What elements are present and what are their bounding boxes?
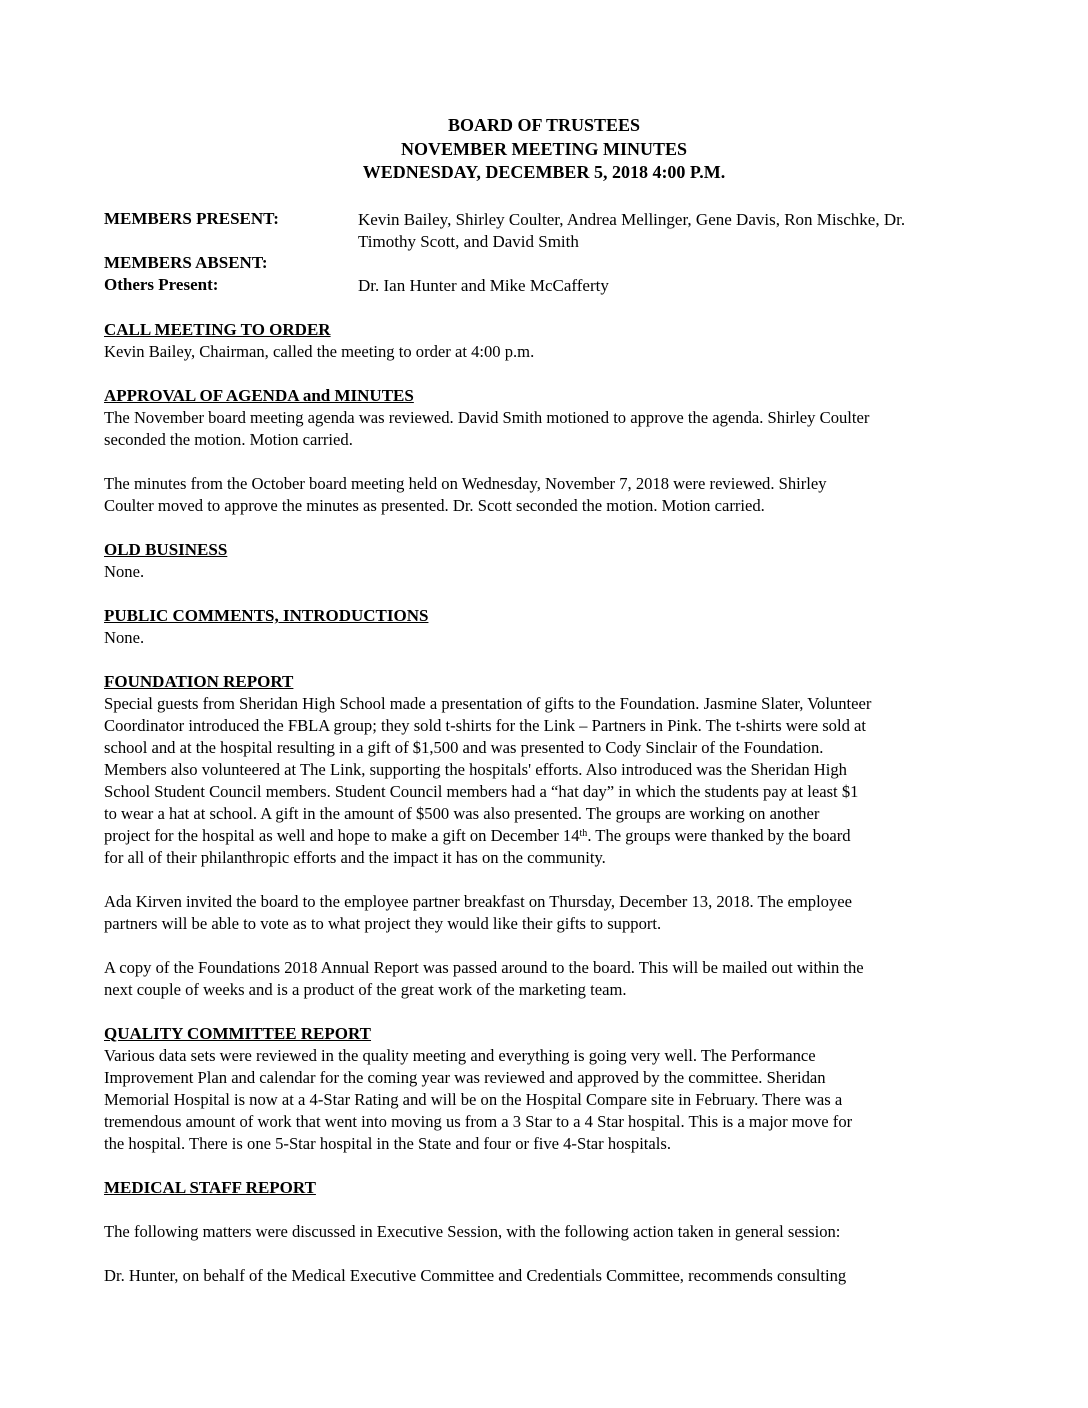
call-to-order-text: Kevin Bailey, Chairman, called the meeting to order at 4:00 p.m. — [104, 342, 535, 361]
text-line: Coordinator introduced the FBLA group; they sold t-shirts for the Link – Partners in Pink. The t-shirts were sold at — [104, 716, 866, 735]
foundation-paragraph-gifts — [104, 693, 994, 869]
text-line: to wear a hat at school. A gift in the amount of $500 was also presented. The groups are working on another — [104, 804, 820, 823]
members-present-line: Timothy Scott, and David Smith — [358, 232, 579, 251]
others-present-value: Dr. Ian Hunter and Mike McCafferty — [358, 276, 609, 295]
text-line: Improvement Plan and calendar for the coming year was reviewed and approved by the committee. Sheridan — [104, 1068, 826, 1087]
text-line: Members also volunteered at The Link, supporting the hospitals' efforts. Also introduced was the Sheridan High — [104, 760, 847, 779]
text-line: the hospital. There is one 5-Star hospital in the State and four or five 4-Star hospitals. — [104, 1134, 671, 1153]
text-line: tremendous amount of work that went into moving us from a 3 Star to a 4 Star hospital. This is a major move for — [104, 1112, 853, 1131]
text-line: The November board meeting agenda was reviewed. David Smith motioned to approve the agenda. Shirley Coulter — [104, 408, 870, 427]
text-line: The minutes from the October board meeting held on Wednesday, November 7, 2018 were reviewed. Shirley — [104, 474, 827, 493]
others-present-label: Others Present: — [104, 275, 219, 294]
text-fragment: . The groups were thanked by the board — [587, 826, 851, 845]
meeting-title: NOVEMBER MEETING MINUTES — [400, 139, 688, 159]
text-line: Memorial Hospital is now at a 4-Star Rating and will be on the Hospital Compare site in February. There was a — [104, 1090, 843, 1109]
old-business-text: None. — [104, 562, 145, 581]
text-fragment: project for the hospital as well and hope to make a gift on December 14 — [104, 826, 580, 845]
text-line: for all of their philanthropic efforts and the impact it has on the community. — [104, 848, 606, 867]
quality-paragraph — [104, 1045, 994, 1155]
public-comments-heading: PUBLIC COMMENTS, INTRODUCTIONS — [104, 606, 429, 625]
quality-heading: QUALITY COMMITTEE REPORT — [104, 1024, 372, 1043]
text-line — [104, 825, 994, 847]
text-line: partners will be able to vote as to what project they would like their gifts to support. — [104, 914, 662, 933]
text-line: School Student Council members. Student Council members had a “hat day” in which the students pay at least $1 — [104, 782, 859, 801]
text-line: school and at the hospital resulting in a gift of $1,500 and was presented to Cody Sinclair of the Foundation. — [104, 738, 824, 757]
ordinal-suffix: th — [579, 828, 588, 839]
approval-paragraph-minutes — [104, 473, 994, 517]
members-present-line: Kevin Bailey, Shirley Coulter, Andrea Mellinger, Gene Davis, Ron Mischke, Dr. — [358, 210, 906, 229]
public-comments-text: None. — [104, 628, 145, 647]
members-absent-label: MEMBERS ABSENT: — [104, 253, 268, 272]
text-line: Special guests from Sheridan High School made a presentation of gifts to the Foundation. Jasmine Slater, Volunteer — [104, 694, 872, 713]
text-line: Various data sets were reviewed in the quality meeting and everything is going very well. The Performance — [104, 1046, 816, 1065]
meeting-date: WEDNESDAY, DECEMBER 5, 2018 4:00 P.M. — [362, 162, 726, 182]
members-present-label: MEMBERS PRESENT: — [104, 209, 279, 228]
board-title: BOARD OF TRUSTEES — [447, 115, 641, 135]
text-line: next couple of weeks and is a product of the great work of the marketing team. — [104, 980, 627, 999]
text-line: seconded the motion. Motion carried. — [104, 430, 353, 449]
call-to-order-heading: CALL MEETING TO ORDER — [104, 320, 331, 339]
text-line: Ada Kirven invited the board to the employee partner breakfast on Thursday, December 13, 2018. The employee — [104, 892, 853, 911]
approval-heading: APPROVAL OF AGENDA and MINUTES — [104, 386, 414, 405]
approval-paragraph-agenda — [104, 407, 994, 451]
members-present-value — [358, 209, 998, 253]
foundation-heading: FOUNDATION REPORT — [104, 672, 294, 691]
old-business-heading: OLD BUSINESS — [104, 540, 228, 559]
foundation-paragraph-annual-report — [104, 957, 994, 1001]
text-line: Coulter moved to approve the minutes as presented. Dr. Scott seconded the motion. Motion carried. — [104, 496, 765, 515]
medical-staff-heading: MEDICAL STAFF REPORT — [104, 1178, 316, 1197]
medical-staff-paragraph-recommendation: Dr. Hunter, on behalf of the Medical Executive Committee and Credentials Committee, recommends consulting — [104, 1266, 847, 1285]
medical-staff-paragraph-session: The following matters were discussed in Executive Session, with the following action taken in general session: — [104, 1222, 841, 1241]
foundation-paragraph-breakfast — [104, 891, 994, 935]
text-line: A copy of the Foundations 2018 Annual Report was passed around to the board. This will be mailed out within the — [104, 958, 864, 977]
